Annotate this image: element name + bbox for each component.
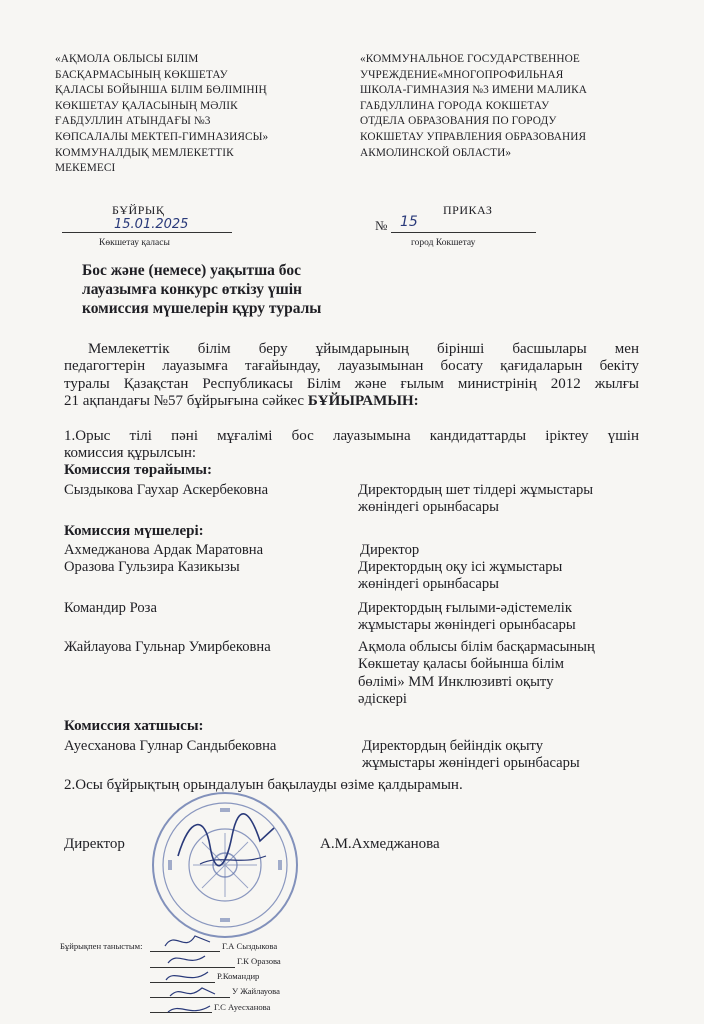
intro-paragraph <box>64 341 639 411</box>
chair-role <box>358 482 593 517</box>
member-role <box>358 639 595 709</box>
header-kz-line: «АҚМОЛА ОБЛЫСЫ БІЛІМ <box>55 53 199 65</box>
order-number: 15 <box>400 214 418 230</box>
secretary-role <box>362 738 580 773</box>
chair-name: Сыздыкова Гаухар Аскербековна <box>64 482 269 498</box>
secretary-name: Ауесханова Гулнар Сандыбековна <box>64 738 277 754</box>
header-ru-line: ГАБДУЛЛИНА ГОРОДА КОКШЕТАУ <box>360 99 550 112</box>
header-kz-line: ҒАБДУЛЛИН АТЫНДАҒЫ №3 <box>55 115 211 128</box>
member-role-line: Ақмола облысы білім басқармасының <box>358 639 595 655</box>
decree-word: БҰЙЫРАМЫН: <box>307 393 419 410</box>
chair-heading: Комиссия төрайымы: <box>64 462 213 478</box>
order-word-ru: ПРИКАЗ <box>443 203 493 217</box>
header-kz-line: КӨПСАЛАЛЫ МЕКТЕП-ГИМНАЗИЯСЫ» <box>55 130 269 143</box>
acquainted-label: Бұйрықпен таныстым: <box>60 941 143 951</box>
member-role-line: бөлімі» ММ Инклюзивті оқыту <box>358 673 554 690</box>
item-1-line: комиссия құрылсын: <box>64 445 197 462</box>
header-kz <box>55 52 268 177</box>
number-line <box>391 232 536 233</box>
order-title <box>82 261 321 318</box>
header-ru-line: ШКОЛА-ГИМНАЗИЯ №3 ИМЕНИ МАЛИКА <box>360 84 587 97</box>
member-name: Командир Роза <box>64 600 157 616</box>
order-title-line: лауазымға конкурс өткізу үшін <box>82 281 302 298</box>
intro-line: туралы Қазақстан Республикасы Білім және ғылым министрінің 2012 жылғы <box>64 375 639 392</box>
acquainted-signatures-icon <box>160 928 220 1022</box>
member-name: Жайлауова Гульнар Умирбековна <box>64 639 271 655</box>
member-name: Ахмеджанова Ардак Маратовна <box>64 542 264 558</box>
header-kz-line: КӨКШЕТАУ ҚАЛАСЫНЫҢ МӘЛІК <box>55 99 238 112</box>
member-role-line: жұмыстары жөніндегі орынбасары <box>358 617 576 634</box>
member-role-line: Көкшетау қаласы бойынша білім <box>358 656 565 673</box>
header-kz-line: ҚАЛАСЫ БОЙЫНША БІЛІМ БӨЛІМІНІҢ <box>55 84 267 97</box>
city-ru: город Кокшетау <box>411 238 476 248</box>
intro-last-text: 21 ақпандағы №57 бұйрығына сәйкес <box>64 393 305 410</box>
secretary-role-line: жұмыстары жөніндегі орынбасары <box>362 755 580 772</box>
signature-title: Директор <box>64 836 125 852</box>
member-role <box>358 559 562 594</box>
date-line <box>62 232 232 233</box>
header-ru <box>360 52 587 161</box>
order-date: 15.01.2025 <box>114 217 189 232</box>
header-ru-line: АКМОЛИНСКОЙ ОБЛАСТИ» <box>360 146 512 159</box>
chair-role-line: Директордың шет тілдері жұмыстары <box>358 482 594 498</box>
member-role-line: Директор <box>360 542 420 558</box>
header-ru-line: «КОММУНАЛЬНОЕ ГОСУДАРСТВЕННОЕ <box>360 53 580 65</box>
intro-line: Мемлекеттік білім беру ұйымдарының бірінші басшылары мен <box>88 341 639 357</box>
item-1 <box>64 428 639 463</box>
member-role <box>358 600 576 635</box>
header-kz-line: КОММУНАЛДЫҚ МЕМЛЕКЕТТІК <box>55 146 234 159</box>
header-kz-line: МЕКЕМЕСІ <box>55 162 116 175</box>
city-kz: Көкшетау қаласы <box>99 238 170 248</box>
order-number-sign: № <box>375 218 388 233</box>
intro-last-line <box>64 393 639 410</box>
ack-name: Г.С Ауесханова <box>214 1002 271 1012</box>
ack-name: Р.Командир <box>217 971 260 981</box>
intro-line: педагогтерін лауазымға тағайындау, лауазымынан босату қағидаларын бекіту <box>64 358 639 375</box>
member-role-line: әдіскері <box>358 691 407 708</box>
item-2: 2.Осы бұйрықтың орындалуын бақылауды өзіме қалдырамын. <box>64 777 463 793</box>
members-heading: Комиссия мүшелері: <box>64 523 204 539</box>
member-role-line: Директордың оқу ісі жұмыстары <box>358 559 563 575</box>
order-word-kz: БҰЙРЫҚ <box>112 203 165 217</box>
ack-name: Г.К Оразова <box>237 956 281 966</box>
order-title-line: Бос және (немесе) уақытша бос <box>82 262 301 279</box>
director-signature-icon <box>170 806 280 876</box>
signature-name: А.М.Ахмеджанова <box>320 836 440 852</box>
header-ru-line: КОКШЕТАУ УПРАВЛЕНИЯ ОБРАЗОВАНИЯ <box>360 130 587 143</box>
secretary-role-line: Директордың бейіндік оқыту <box>362 738 543 754</box>
ack-name: У Жайлауова <box>232 986 280 996</box>
secretary-heading: Комиссия хатшысы: <box>64 718 204 734</box>
member-role <box>360 542 419 559</box>
member-role-line: Директордың ғылыми-әдістемелік <box>358 600 572 616</box>
ack-name: Г.А Сыздыкова <box>222 941 278 951</box>
item-1-line: 1.Орыс тілі пәні мұғалімі бос лауазымына кандидаттарды іріктеу үшін <box>64 428 639 444</box>
header-ru-line: УЧРЕЖДЕНИЕ«МНОГОПРОФИЛЬНАЯ <box>360 68 564 81</box>
member-role-line: жөніндегі орынбасары <box>358 576 499 593</box>
header-ru-line: ОТДЕЛА ОБРАЗОВАНИЯ ПО ГОРОДУ <box>360 115 557 128</box>
chair-role-line: жөніндегі орынбасары <box>358 499 499 516</box>
member-name: Оразова Гульзира Казикызы <box>64 559 240 575</box>
header-kz-line: БАСҚАРМАСЫНЫҢ КӨКШЕТАУ <box>55 68 228 81</box>
order-title-line: комиссия мүшелерін құру туралы <box>82 300 322 317</box>
